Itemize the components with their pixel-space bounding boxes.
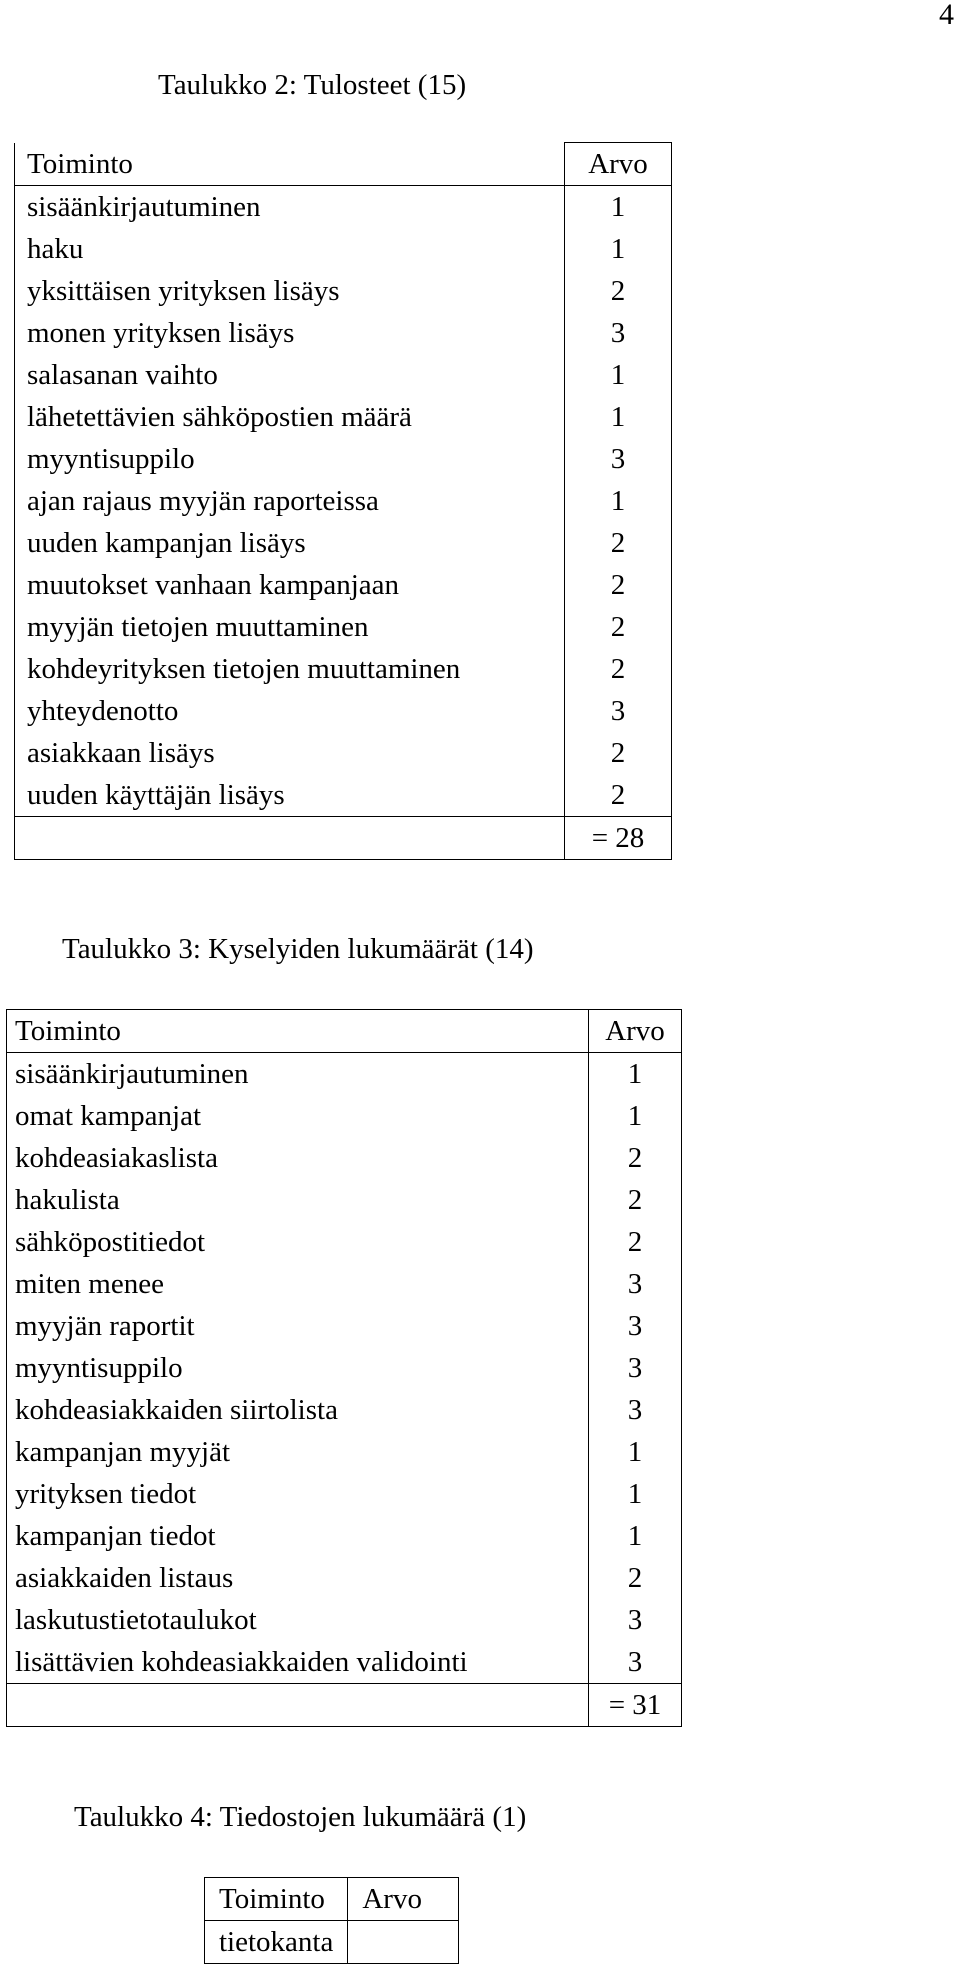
table-row [15,186,672,229]
cell-function: salasanan vaihto [27,359,218,391]
cell-function: kohdeasiakkaiden siirtolista [15,1394,338,1426]
table-row [15,606,672,648]
cell-value: 1 [565,396,672,438]
table-total-row [7,1684,682,1727]
table-header-row [15,143,672,186]
table-row [15,354,672,396]
cell-function: yrityksen tiedot [15,1478,197,1510]
table-header-row [7,1010,682,1053]
cell-function: kohdeyrityksen tietojen muuttaminen [27,653,461,685]
cell-function: tietokanta [219,1926,334,1958]
cell-function: lisättävien kohdeasiakkaiden validointi [15,1646,468,1678]
table-row [205,1921,459,1964]
cell-value: 1 [565,354,672,396]
column-header-function: Toiminto [205,1878,348,1921]
total-value: = 31 [589,1684,682,1727]
table-row [7,1221,682,1263]
queries-table [6,1009,682,1727]
table-body [15,143,672,860]
table-row [15,564,672,606]
cell-value: 1 [589,1431,682,1473]
table-row [15,270,672,312]
table-row [7,1599,682,1641]
cell-function: ajan rajaus myyjän raporteissa [27,485,379,517]
cell-value: 1 [589,1515,682,1557]
column-header-value: Arvo [589,1010,682,1053]
column-header-function: Toiminto [15,143,565,186]
table-row [15,522,672,564]
table-row [7,1515,682,1557]
table-row [7,1389,682,1431]
cell-value: 1 [565,186,672,229]
cell-value: 2 [589,1221,682,1263]
table-row [7,1305,682,1347]
cell-function: sisäänkirjautuminen [15,1058,249,1090]
cell-function: muutokset vanhaan kampanjaan [27,569,400,601]
cell-value: 2 [565,606,672,648]
total-label-cell [15,817,565,860]
table-row [7,1431,682,1473]
table-row [15,774,672,817]
table-body [7,1010,682,1727]
cell-value: 3 [589,1389,682,1431]
cell-value: 2 [565,522,672,564]
table-row [7,1473,682,1515]
cell-function: hakulista [15,1184,120,1216]
table-row [15,312,672,354]
cell-value: 1 [565,228,672,270]
table-row [7,1641,682,1684]
table-header-row [205,1878,459,1921]
cell-value: 2 [589,1557,682,1599]
cell-value: 1 [589,1095,682,1137]
cell-function: miten menee [15,1268,164,1300]
cell-value: 3 [589,1305,682,1347]
cell-function: asiakkaan lisäys [27,737,215,769]
cell-function: myyntisuppilo [15,1352,183,1384]
cell-function: myyjän raportit [15,1310,195,1342]
table-caption: Taulukko 2: Tulosteet (15) [158,69,467,101]
table-row [15,438,672,480]
cell-function: uuden kampanjan lisäys [27,527,306,559]
table-caption: Taulukko 4: Tiedostojen lukumäärä (1) [74,1801,527,1833]
table-row [7,1179,682,1221]
total-label-cell [7,1684,589,1727]
cell-function: sähköpostitiedot [15,1226,206,1258]
table-row [15,228,672,270]
table-row [15,648,672,690]
table-total-row [15,817,672,860]
cell-value: 3 [589,1263,682,1305]
cell-value: 3 [589,1641,682,1684]
table-row [7,1263,682,1305]
cell-function: yhteydenotto [27,695,179,727]
cell-function: yksittäisen yrityksen lisäys [27,275,340,307]
cell-value [348,1921,459,1964]
outputs-table [14,142,672,860]
cell-value: 1 [565,480,672,522]
cell-value: 3 [589,1347,682,1389]
cell-function: omat kampanjat [15,1100,202,1132]
table-row [7,1053,682,1096]
table-row [15,480,672,522]
column-header-function: Toiminto [7,1010,589,1053]
table-caption: Taulukko 3: Kyselyiden lukumäärät (14) [62,933,534,965]
cell-function: laskutustietotaulukot [15,1604,257,1636]
cell-value: 2 [589,1179,682,1221]
cell-function: kohdeasiakaslista [15,1142,218,1174]
cell-value: 3 [589,1599,682,1641]
cell-value: 3 [565,312,672,354]
cell-value: 2 [565,564,672,606]
cell-value: 2 [589,1137,682,1179]
cell-value: 3 [565,438,672,480]
cell-value: 2 [565,270,672,312]
table-row [15,732,672,774]
cell-function: monen yrityksen lisäys [27,317,295,349]
cell-value: 2 [565,774,672,817]
table-body [205,1878,459,1964]
column-header-value: Arvo [565,143,672,186]
cell-function: uuden käyttäjän lisäys [27,779,285,811]
column-header-value: Arvo [348,1878,459,1921]
cell-value: 1 [589,1053,682,1096]
cell-function: lähetettävien sähköpostien määrä [27,401,412,433]
cell-value: 1 [589,1473,682,1515]
cell-function: myyntisuppilo [27,443,195,475]
cell-function: kampanjan myyjät [15,1436,231,1468]
cell-value: 2 [565,732,672,774]
total-value: = 28 [565,817,672,860]
table-row [7,1137,682,1179]
page-number: 4 [939,0,954,31]
table-row [7,1557,682,1599]
files-table [204,1877,459,1964]
cell-value: 3 [565,690,672,732]
table-row [15,690,672,732]
cell-value: 2 [565,648,672,690]
cell-function: sisäänkirjautuminen [27,191,261,223]
table-row [7,1095,682,1137]
cell-function: asiakkaiden listaus [15,1562,234,1594]
table-row [15,396,672,438]
cell-function: kampanjan tiedot [15,1520,216,1552]
cell-function: myyjän tietojen muuttaminen [27,611,369,643]
table-row [7,1347,682,1389]
cell-function: haku [27,233,84,265]
